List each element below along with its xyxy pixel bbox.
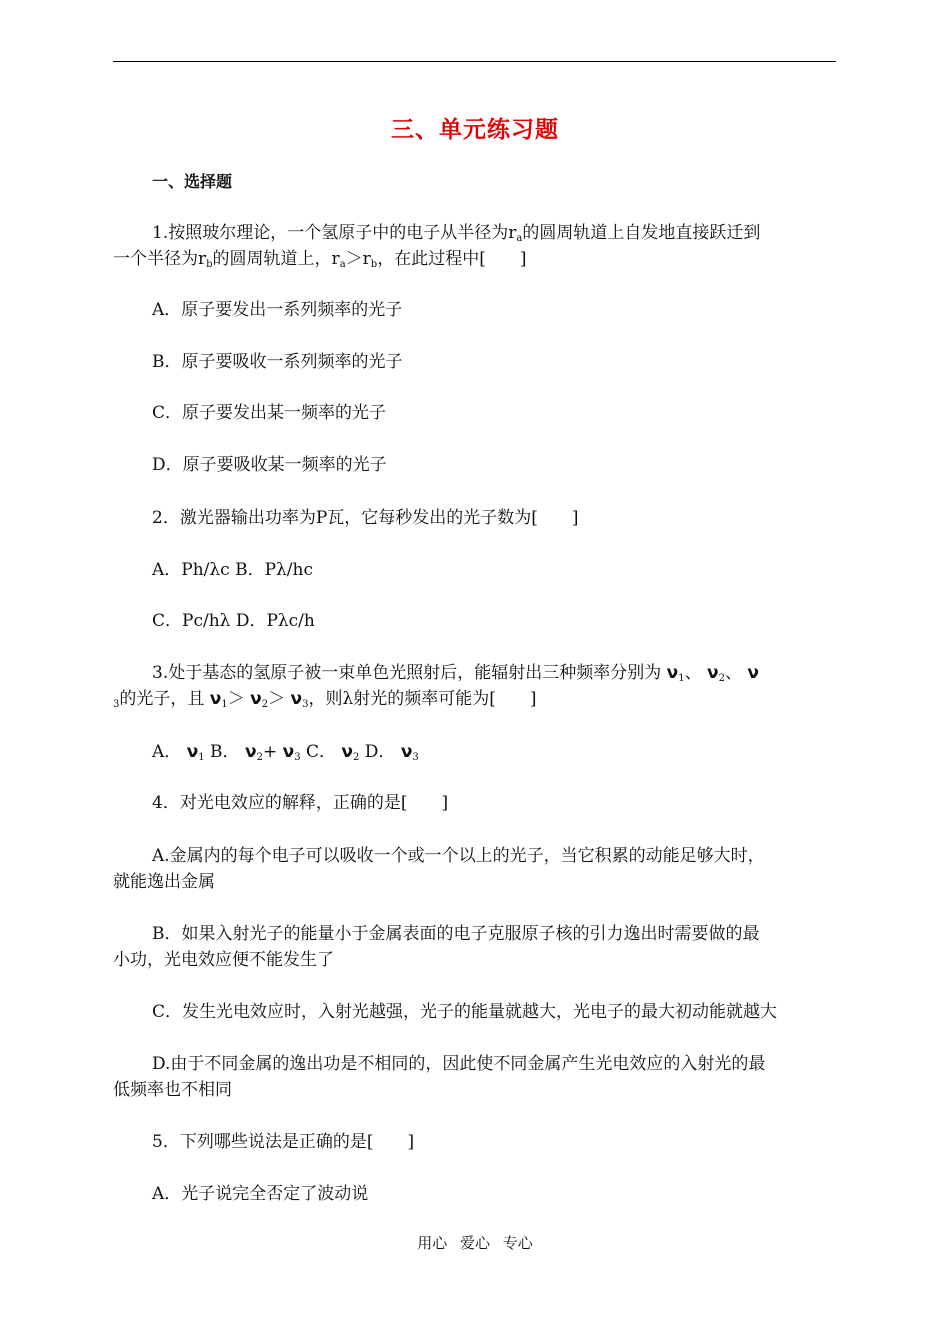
q5-stem: 5．下列哪些说法是正确的是[ ] xyxy=(152,1132,415,1152)
q2-options-ab: A．Ph/λc B．Pλ/hc xyxy=(152,560,313,580)
q5-option-a: A．光子说完全否定了波动说 xyxy=(152,1184,369,1204)
section-heading: 一、选择题 xyxy=(152,172,233,191)
q4-option-a-line-1: A.金属内的每个电子可以吸收一个或一个以上的光子，当它积累的动能足够大时， xyxy=(152,846,765,866)
q4-option-c: C．发生光电效应时，入射光越强，光子的能量就越大，光电子的最大初动能就越大 xyxy=(152,1002,778,1022)
q3-stem-line-2: 3的光子，且 ν1＞ ν2＞ ν3，则λ射光的频率可能为[ ] xyxy=(113,689,537,710)
q2-options-cd: C．Pc/hλ D．Pλc/h xyxy=(152,611,315,631)
q1-stem-line-2: 一个半径为$r_b$的圆周轨道上，$r_a>r_b$，在此过程中[ ] xyxy=(113,249,527,270)
q4-option-b-line-2: 小功，光电效应便不能发生了 xyxy=(113,950,334,970)
q3-options: A． ν1 B． ν2+ ν3 C． ν2 D． ν3 xyxy=(152,742,419,763)
q4-option-b-line-1: B．如果入射光子的能量小于金属表面的电子克服原子核的引力逸出时需要做的最 xyxy=(152,924,760,944)
q4-option-d-line-1: D.由于不同金属的逸出功是不相同的，因此使不同金属产生光电效应的入射光的最 xyxy=(152,1054,766,1074)
q4-option-d-line-2: 低频率也不相同 xyxy=(113,1080,232,1100)
q1-option-a: A．原子要发出一系列频率的光子 xyxy=(152,300,403,320)
q1-stem-line-1: 1.按照玻尔理论，一个氢原子中的电子从半径为$r_a$的圆周轨道上自发地直接跃迁到 xyxy=(152,223,761,244)
header-rule xyxy=(113,61,836,62)
q1-option-c: C．原子要发出某一频率的光子 xyxy=(152,403,387,423)
q4-option-a-line-2: 就能逸出金属 xyxy=(113,872,215,892)
q2-stem: 2．激光器输出功率为P瓦，它每秒发出的光子数为[ ] xyxy=(152,508,579,528)
q1-option-b: B．原子要吸收一系列频率的光子 xyxy=(152,352,403,372)
q4-stem: 4．对光电效应的解释，正确的是[ ] xyxy=(152,793,449,813)
page-footer: 用心 爱心 专心 xyxy=(417,1234,533,1252)
q3-stem-line-1: 3.处于基态的氢原子被一束单色光照射后，能辐射出三种频率分别为 ν1、 ν2、 ν xyxy=(152,663,759,684)
q1-option-d: D．原子要吸收某一频率的光子 xyxy=(152,455,387,475)
page-title: 三、单元练习题 xyxy=(391,117,559,143)
